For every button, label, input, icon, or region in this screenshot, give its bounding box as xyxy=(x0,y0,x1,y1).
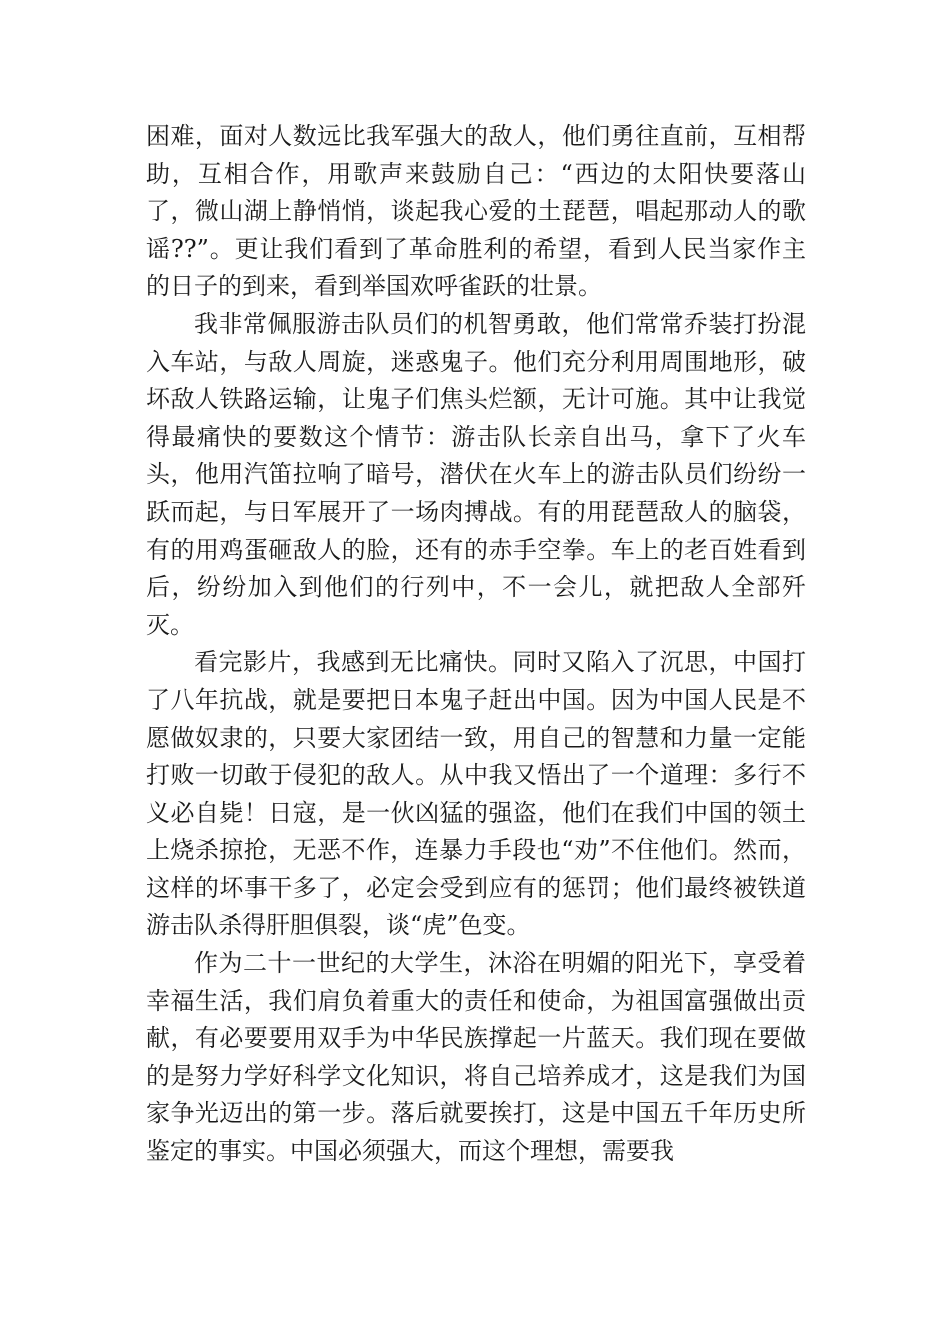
document-body xyxy=(146,118,806,1171)
paragraph-4: 作为二十一世纪的大学生，沐浴在明媚的阳光下，享受着幸福生活，我们肩负着重大的责任和使命，为祖国富强做出贡献，有必要要用双手为中华民族撑起一片蓝天。我们现在要做的是努力学好科学文化知识，将自己培养成才，这是我们为国家争光迈出的第一步。落后就要挨打，这是中国五千年历史所鉴定的事实。中国必须强大，而这个理想，需要我 xyxy=(146,949,806,1166)
paragraph-2: 我非常佩服游击队员们的机智勇敢，他们常常乔装打扮混入车站，与敌人周旋，迷惑鬼子。他们充分利用周围地形，破坏敌人铁路运输，让鬼子们焦头烂额，无计可施。其中让我觉得最痛快的要数这个情节：游击队长亲自出马，拿下了火车头，他用汽笛拉响了暗号，潜伏在火车上的游击队员们纷纷一跃而起，与日军展开了一场肉搏战。有的用琵琶敌人的脑袋，有的用鸡蛋砸敌人的脸，还有的赤手空拳。车上的老百姓看到后，纷纷加入到他们的行列中，不一会儿，就把敌人全部歼灭。 xyxy=(146,309,806,639)
paragraph-1: 困难，面对人数远比我军强大的敌人，他们勇往直前，互相帮助，互相合作，用歌声来鼓励自己：“西边的太阳快要落山了，微山湖上静悄悄，谈起我心爱的土琵琶，唱起那动人的歌谣??”。更让我们看到了革命胜利的希望，看到人民当家作主的日子的到来，看到举国欢呼雀跃的壮景。 xyxy=(146,122,806,301)
paragraph-3: 看完影片，我感到无比痛快。同时又陷入了沉思，中国打了八年抗战，就是要把日本鬼子赶出中国。因为中国人民是不愿做奴隶的，只要大家团结一致，用自己的智慧和力量一定能打败一切敢于侵犯的敌人。从中我又悟出了一个道理：多行不义必自毙！日寇，是一伙凶猛的强盗，他们在我们中国的领土上烧杀掠抢，无恶不作，连暴力手段也“劝”不住他们。然而，这样的坏事干多了，必定会受到应有的惩罚；他们最终被铁道游击队杀得肝胆俱裂，谈“虎”色变。 xyxy=(146,648,806,940)
